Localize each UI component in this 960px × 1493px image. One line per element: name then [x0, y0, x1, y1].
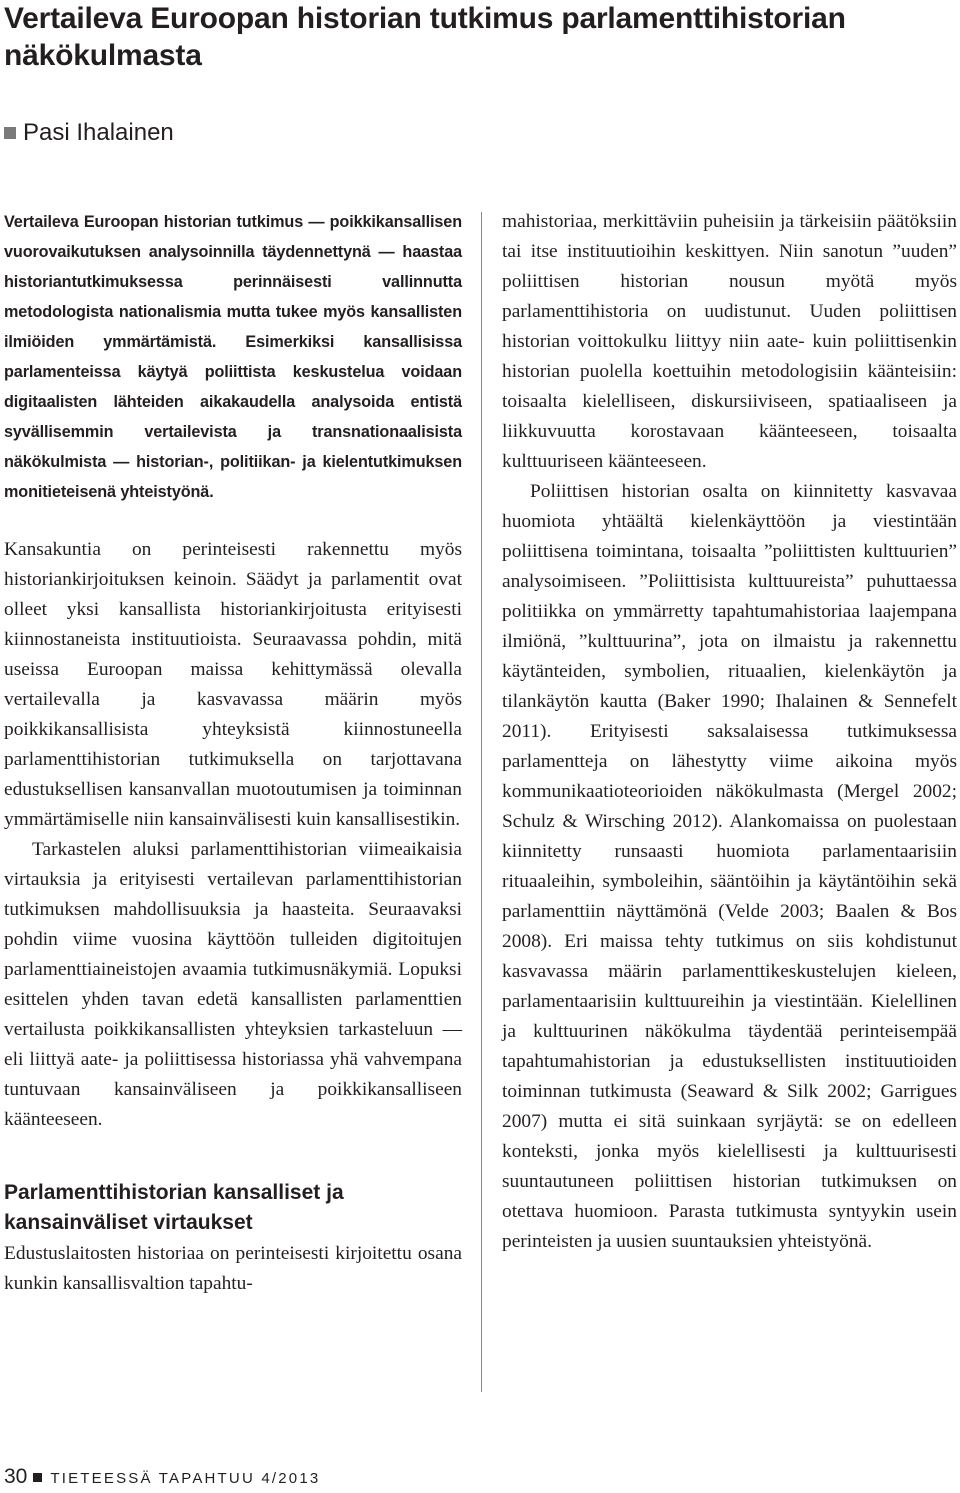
left-column	[4, 207, 462, 1299]
page-footer	[4, 1466, 320, 1490]
square-bullet-icon	[4, 127, 16, 139]
author-line	[4, 117, 174, 149]
lead-paragraph: Vertaileva Euroopan historian tutkimus — poikkikansallisen vuorovaikutuksen analysoinnilla täydennettynä — haastaa historiantutkimuksessa perinnäisesti vallinnutta metodologista nationalismia mutta tukee myös kansallisten ilmiöiden ymmärtämistä. Esimerkiksi kansallisissa parlamenteissa käytyä poliittista keskustelua voidaan digitaalisten lähteiden aikakaudella analysoida entistä syvällisemmin vertailevista ja transnationaalisista näkökulmista — historian-, politiikan- ja kielentutkimuksen monitieteisenä yhteistyönä.	[4, 213, 462, 501]
body-paragraph: Kansakuntia on perinteisesti rakennettu myös historiankirjoituksen keinoin. Säädyt ja parlamentit ovat olleet yksi kansallista historiankirjoitusta erityisesti kiinnostaneista instituutioista. Seuraavassa pohdin, mitä useissa Euroopan maissa kehittymässä olevalla vertailevalla ja kasvavassa määrin myös poikkikansallisista yhteyksistä kiinnostuneella parlamenttihistorian tutkimuksella on tarjottavana edustuksellisen kansanvallan muotoutumisen ja toiminnan ymmärtämiselle niin kansainvälisesti kuin kansallisestikin.	[4, 539, 462, 830]
body-paragraph: Poliittisen historian osalta on kiinnitetty kasvavaa huomiota yhtäältä kielenkäyttöön ja viestintään poliittisena toimintana, toisaalta ”poliittisten kulttuurien” analysoimiseen. ”Poliittisista kulttuureista” puhuttaessa politiikka on ymmärretty tapahtumahistoriaa laajempana ilmiönä, ”kulttuurina”, jota on ilmaistu ja rakennettu käytänteiden, symbolien, rituaalien, kielenkäytön ja tilankäytön kautta (Baker 1990; Ihalainen & Sennefelt 2011). Erityisesti saksalaisessa tutkimuksessa parlamentteja on lähestytty viime aikoina myös kommunikaatioteorioiden näkökulmasta (Mergel 2002; Schulz & Wirsching 2012). Alankomaissa on puolestaan kiinnitetty runsaasti huomiota parlamentaarisiin rituaaleihin, symboleihin, sääntöihin ja käytäntöihin sekä parlamenttiin näyttämönä (Velde 2003; Baalen & Bos 2008). Eri maissa tehty tutkimus on siis kohdistunut kasvavassa määrin parlamenttikeskustelujen kieleen, parlamentaarisiin kulttuureihin ja viestintään. Kielellinen ja kulttuurinen näkökulma täydentää perinteisempää tapahtumahistorian ja edustuksellisten instituutioiden toiminnan tutkimusta (Seaward & Silk 2002; Garrigues 2007) mutta ei sitä suinkaan syrjäytä: se on edelleen konteksti, jonka myös kielellisesti ja kulttuurisesti suuntautuneen poliittisen historian tutkimuksen on otettava huomioon. Parasta tutkimusta syntyykin usein perinteisten ja uusien suuntauksien yhteistyönä.	[502, 481, 957, 1252]
article-title: Vertaileva Euroopan historian tutkimus parlamenttihistorian näkökulmasta	[4, 2, 846, 72]
column-divider	[481, 212, 482, 1392]
publication-name: TIETEESSÄ TAPAHTUU 4/2013	[50, 1470, 321, 1487]
body-paragraph: Tarkastelen aluksi parlamenttihistorian viimeaikaisia virtauksia ja erityisesti vertailevan parlamenttihistorian tutkimuksen mahdollisuuksia ja haasteita. Seuraavaksi pohdin viime vuosina käyttöön tulleiden digitoitujen parlamenttiaineistojen avaamia tutkimusnäkymiä. Lopuksi esittelen yhden tavan edetä kansallisten parlamenttien vertailusta poikkikansallisten yhteyksien tarkasteluun — eli liittyä aate- ja poliittisessa historiassa yhä vahvempana tuntuvaan kansainväliseen ja poikkikansalliseen käänteeseen.	[4, 839, 462, 1130]
body-paragraph: mahistoriaa, merkittäviin puheisiin ja tärkeisiin päätöksiin tai itse instituutioihin keskittyen. Niin sanotun ”uuden” poliittisen historian nousun myötä myös parlamenttihistoria on uudistunut. Uuden poliittisen historian voittokulku liittyy niin aate- kuin poliittisenkin historian puolella koettuihin metodologisiin käänteisiin: toisaalta kielelliseen, diskursiiviseen, spatiaaliseen ja liikkuvuutta korostavaan käänteeseen, toisaalta kulttuuriseen käänteeseen.	[502, 211, 957, 472]
section-heading: Parlamenttihistorian kansalliset ja kansainväliset virtaukset	[4, 1181, 344, 1234]
right-column	[502, 207, 957, 1257]
body-paragraph: Edustuslaitosten historiaa on perinteisesti kirjoitettu osana kunkin kansallisvaltion tapahtu-	[4, 1243, 462, 1294]
page-number: 30	[4, 1465, 28, 1488]
square-bullet-icon	[33, 1473, 42, 1482]
author-name: Pasi Ihalainen	[23, 119, 174, 146]
